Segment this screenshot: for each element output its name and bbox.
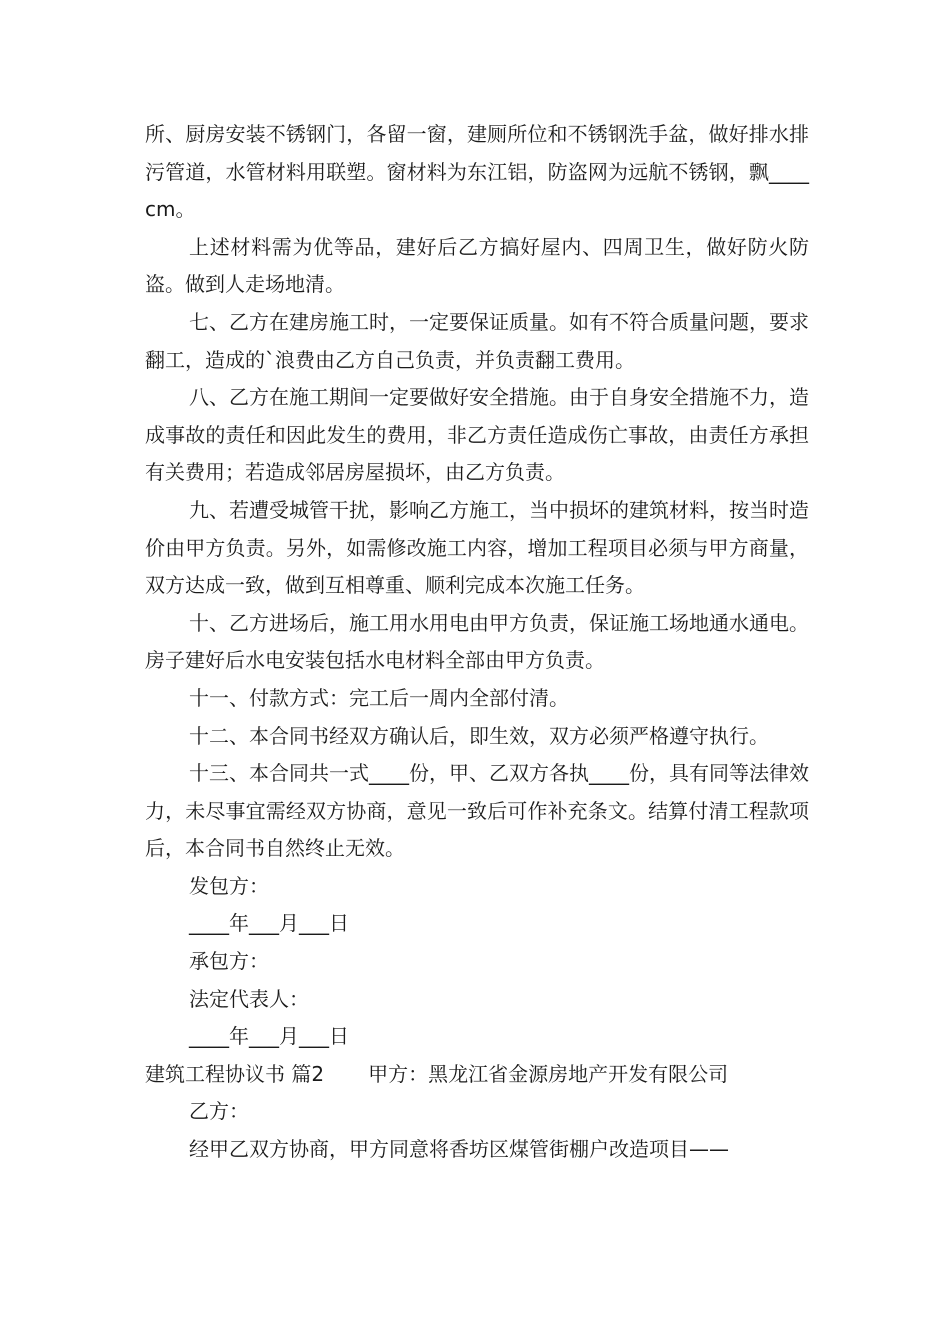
paragraph-materials-quality: 上述材料需为优等品，建好后乙方搞好屋内、四周卫生，做好防火防盗。做到人走场地清。 — [145, 234, 809, 297]
clause-11-payment: 十一、付款方式：完工后一周内全部付清。 — [189, 685, 569, 710]
clause-9-interference: 九、若遭受城管干扰，影响乙方施工，当中损坏的建筑材料，按当时造价由甲方负责。另外，如需修改施工内容，增加工程项目必须与甲方商量，双方达成一致，做到互相尊重、顺利完成本次施工任务。 — [145, 497, 809, 598]
party-a-line: 甲方：黑龙江省金源房地产开发有限公司 — [368, 1061, 729, 1086]
employer-date: ____年___月___日 — [189, 911, 349, 936]
section-2-heading-line — [145, 1056, 809, 1094]
section-2-opening: 经甲乙双方协商，甲方同意将香坊区煤管街棚户改造项目—— — [189, 1137, 729, 1162]
contractor-date: ____年___月___日 — [189, 1024, 349, 1049]
clause-7-quality: 七、乙方在建房施工时，一定要保证质量。如有不符合质量问题，要求翻工，造成的`浪费由乙方自己负责，并负责翻工费用。 — [145, 309, 809, 372]
document-body — [145, 116, 809, 1169]
clause-12-effective: 十二、本合同书经双方确认后，即生效，双方必须严格遵守执行。 — [189, 723, 769, 748]
section-2-title: 建筑工程协议书 篇2 — [145, 1061, 325, 1086]
legal-representative-label: 法定代表人： — [189, 986, 309, 1011]
party-b-line: 乙方： — [189, 1099, 249, 1124]
employer-label: 发包方： — [189, 873, 269, 898]
clause-8-safety: 八、乙方在施工期间一定要做好安全措施。由于自身安全措施不力，造成事故的责任和因此发生的费用，非乙方责任造成伤亡事故，由责任方承担有关费用；若造成邻居房屋损坏，由乙方负责。 — [145, 385, 809, 485]
clause-10-utilities: 十、乙方进场后，施工用水用电由甲方负责，保证施工场地通水通电。房子建好后水电安装包括水电材料全部由甲方负责。 — [145, 610, 809, 673]
clause-13-copies: 十三、本合同共一式____份，甲、乙双方各执____份，具有同等法律效力，未尽事宜需经双方协商，意见一致后可作补充条文。结算付清工程款项后，本合同书自然终止无效。 — [145, 761, 809, 861]
contractor-label: 承包方： — [189, 949, 269, 974]
paragraph-materials-continued: 所、厨房安装不锈钢门，各留一窗，建厕所位和不锈钢洗手盆，做好排水排污管道，水管材料用联塑。窗材料为东江铝，防盗网为远航不锈钢，飘____cm。 — [145, 122, 809, 222]
